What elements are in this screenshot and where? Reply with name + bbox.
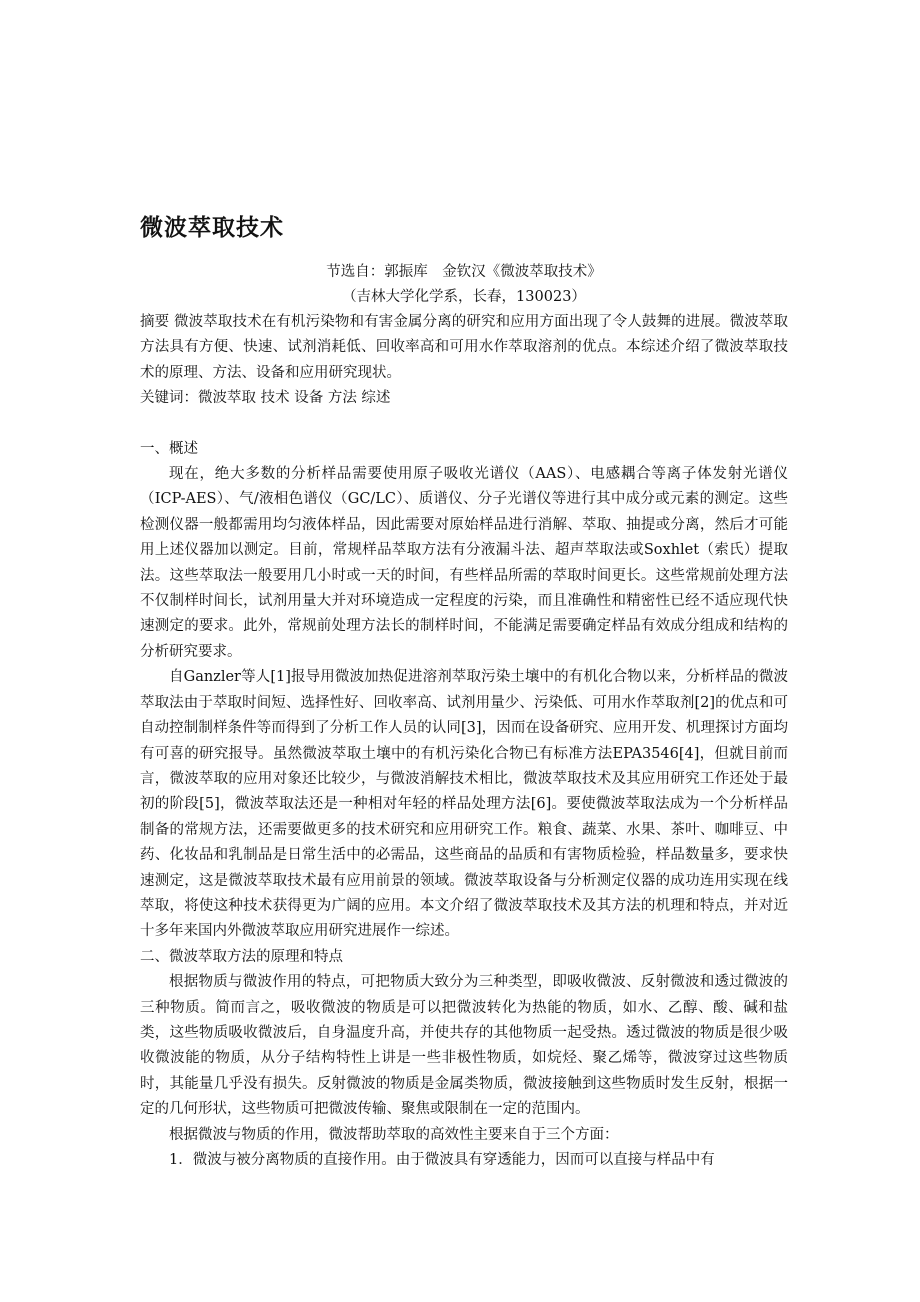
affiliation-line: （吉林大学化学系，长春，130023）: [342, 289, 586, 305]
paragraph: 1．微波与被分离物质的直接作用。由于微波具有穿透能力，因而可以直接与样品中有: [169, 1152, 715, 1168]
section-heading-principle: 二、微波萃取方法的原理和特点: [140, 948, 343, 965]
keywords: 关键词：微波萃取 技术 设备 方法 综述: [140, 390, 391, 407]
paragraph: 现在，绝大多数的分析样品需要使用原子吸收光谱仪（AAS）、电感耦合等离子体发射光谱仪（ICP-AES）、气/液相色谱仪（GC/LC）、质谱仪、分子光谱仪等进行其中成分或元素的测定。这些检测仪器一般都需用均匀液体样品，因此需要对原始样品进行消解、萃取、抽提或分离，然后才可能用上述仪器加以测定。目前，常规样品萃取方法有分液漏斗法、超声萃取法或Soxhlet（索氏）提取法。这些萃取法一般要用几小时或一天的时间，有些样品所需的萃取时间更长。这些常规前处理方法不仅制样时间长，试剂用量大并对环境造成一定程度的污染，而且准确性和精密性已经不适应现代快速测定的要求。此外，常规前处理方法长的制样时间，不能满足需要确定样品有效成分组成和结构的分析研究要求。: [140, 466, 788, 660]
paragraph: 根据微波与物质的作用，微波帮助萃取的高效性主要来自于三个方面：: [169, 1126, 619, 1143]
source-line: 节选自：郭振库 金钦汉《微波萃取技术》: [326, 264, 602, 280]
document-title: 微波萃取技术: [140, 215, 284, 241]
paragraph: 自Ganzler等人[1]报导用微波加热促进溶剂萃取污染土壤中的有机化合物以来，分析样品的微波萃取法由于萃取时间短、选择性好、回收率高、试剂用量少、污染低、可用水作萃取剂[2]的优点和可自动控制制样条件等而得到了分析工作人员的认同[3]，因而在设备研究、应用开发、机理探讨方面均有可喜的研究报导。虽然微波萃取土壤中的有机污染化合物已有标准方法EPA3546[4]，但就目前而言，微波萃取的应用对象还比较少，与微波消解技术相比，微波萃取技术及其应用研究工作还处于最初的阶段[5]，微波萃取法还是一种相对年轻的样品处理方法[6]。要使微波萃取法成为一个分析样品制备的常规方法，还需要做更多的技术研究和应用研究工作。粮食、蔬菜、水果、茶叶、咖啡豆、中药、化妆品和乳制品是日常生活中的必需品，这些商品的品质和有害物质检验，样品数量多，要求快速测定，这是微波萃取技术最有应用前景的领域。微波萃取设备与分析测定仪器的成功连用实现在线萃取，将使这种技术获得更为广阔的应用。本文介绍了微波萃取技术及其方法的机理和特点，并对近十多年来国内外微波萃取应用研究进展作一综述。: [140, 669, 788, 940]
abstract: 摘要 微波萃取技术在有机污染物和有害金属分离的研究和应用方面出现了令人鼓舞的进展。微波萃取方法具有方便、快速、试剂消耗低、回收率高和可用水作萃取溶剂的优点。本综述介绍了微波萃取技术的原理、方法、设备和应用研究现状。: [140, 314, 788, 381]
document-body: [140, 212, 788, 1173]
spacer: [140, 412, 788, 437]
paragraph: 根据物质与微波作用的特点，可把物质大致分为三种类型，即吸收微波、反射微波和透过微波的三种物质。简而言之，吸收微波的物质是可以把微波转化为热能的物质，如水、乙醇、酸、碱和盐类，这些物质吸收微波后，自身温度升高，并使共存的其他物质一起受热。透过微波的物质是很少吸收微波能的物质，从分子结构特性上讲是一些非极性物质，如烷烃、聚乙烯等，微波穿过这些物质时，其能量几乎没有损失。反射微波的物质是金属类物质，微波接触到这些物质时发生反射，根据一定的几何形状，这些物质可把微波传输、聚焦或限制在一定的范围内。: [140, 974, 788, 1118]
section-heading-overview: 一、概述: [140, 440, 198, 457]
